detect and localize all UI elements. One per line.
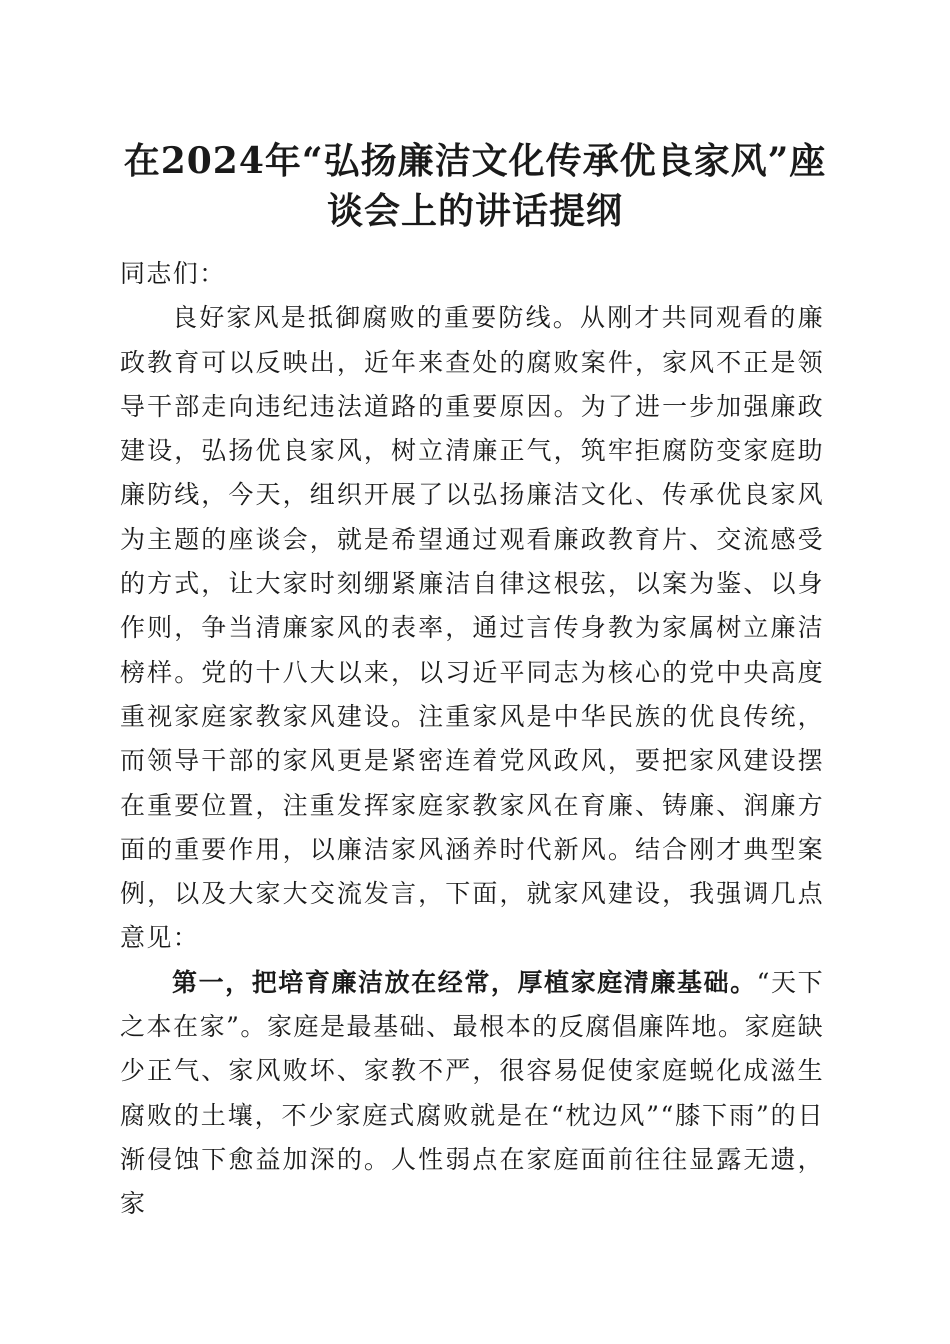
paragraph-2 (120, 961, 824, 1227)
title-line-2: 谈会上的讲话提纲 (326, 190, 623, 232)
paragraph-2-heading: 第一，把培育廉洁放在经常，厚植家庭清廉基础。 (172, 967, 757, 997)
document-body (120, 252, 824, 1227)
paragraph-2-text: “天下之本在家”。家庭是最基础、最根本的反腐倡廉阵地。家庭缺少正气、家风败坏、家教不严，很容易促使家庭蜕化成滋生腐败的土壤，不少家庭式腐败就是在“枕边风”“膝下雨”的日渐侵蚀下愈益加深的。人性弱点在家庭面前往往显露无遗，家 (120, 967, 824, 1219)
paragraph-1: 良好家风是抵御腐败的重要防线。从刚才共同观看的廉政教育可以反映出，近年来查处的腐败案件，家风不正是领导干部走向违纪违法道路的重要原因。为了进一步加强廉政建设，弘扬优良家风，树立清廉正气，筑牢拒腐防变家庭助廉防线，今天，组织开展了以弘扬廉洁文化、传承优良家风为主题的座谈会，就是希望通过观看廉政教育片、交流感受的方式，让大家时刻绷紧廉洁自律这根弦，以案为鉴、以身作则，争当清廉家风的表率，通过言传身教为家属树立廉洁榜样。党的十八大以来，以习近平同志为核心的党中央高度重视家庭家教家风建设。注重家风是中华民族的优良传统，而领导干部的家风更是紧密连着党风政风，要把家风建设摆在重要位置，注重发挥家庭家教家风在育廉、铸廉、润廉方面的重要作用，以廉洁家风涵养时代新风。结合刚才典型案例，以及大家大交流发言，下面，就家风建设，我强调几点意见： (120, 303, 824, 953)
salutation: 同志们： (120, 259, 226, 288)
document-title (100, 136, 850, 236)
title-line-1: 在2024年“弘扬廉洁文化传承优良家风”座 (123, 140, 827, 182)
